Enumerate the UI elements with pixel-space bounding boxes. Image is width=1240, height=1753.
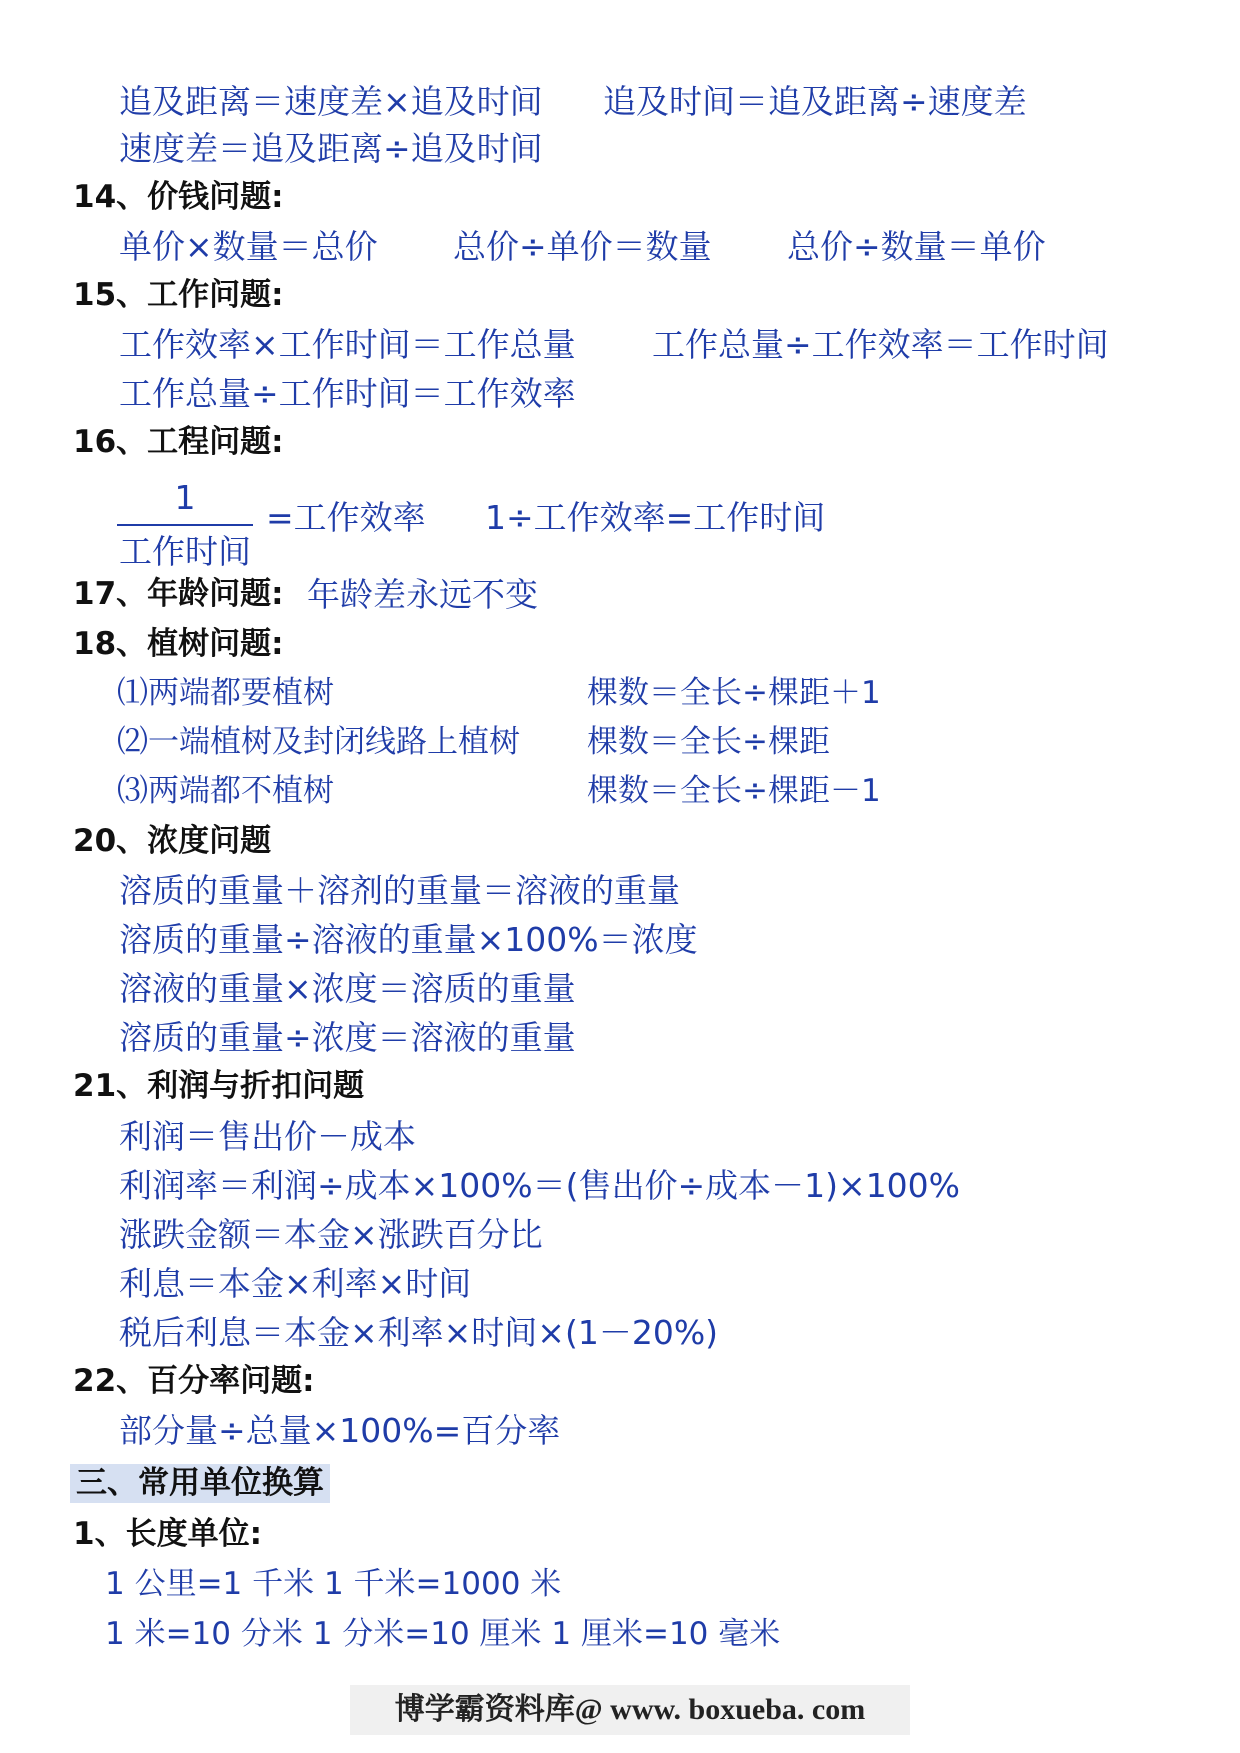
tree-case-1: ⑴两端都要植树 (117, 675, 334, 711)
watermark-footer (350, 1685, 910, 1735)
footer-brand: 博学霸资料库 (394, 1692, 575, 1727)
formula-efficiency: =工作效率 (266, 498, 426, 537)
formula-price-1: 单价×数量＝总价 (119, 227, 378, 266)
section-unit-conversion: 三、常用单位换算 (70, 1464, 330, 1503)
heading-work-problem: 15、工作问题: (73, 277, 284, 313)
heading-concentration-problem: 20、浓度问题 (73, 823, 272, 859)
tree-case-3: ⑶两端都不植树 (117, 773, 334, 809)
length-units-line-2: 1 米=10 分米 1 分米=10 厘米 1 厘米=10 毫米 (105, 1616, 781, 1652)
heading-engineering-problem: 16、工程问题: (73, 424, 284, 460)
tree-case-2: ⑵一端植树及封闭线路上植树 (117, 724, 520, 760)
formula-profit: 利润＝售出价－成本 (119, 1117, 416, 1156)
formula-percentage: 部分量÷总量×100%=百分率 (119, 1411, 561, 1450)
formula-age: 年龄差永远不变 (307, 575, 538, 614)
formula-after-tax-interest: 税后利息＝本金×利率×时间×(1－20%) (119, 1313, 719, 1352)
heading-percentage-problem: 22、百分率问题: (73, 1363, 315, 1399)
formula-concentration-3: 溶液的重量×浓度＝溶质的重量 (119, 969, 576, 1008)
heading-length-units: 1、长度单位: (73, 1516, 262, 1552)
line-price (119, 227, 1119, 270)
formula-chase-distance: 追及距离＝速度差×追及时间 (119, 82, 543, 121)
formula-concentration-4: 溶质的重量÷浓度＝溶液的重量 (119, 1018, 576, 1057)
formula-work-1: 工作效率×工作时间＝工作总量 (119, 325, 576, 364)
formula-concentration-2: 溶质的重量÷溶液的重量×100%＝浓度 (119, 920, 698, 959)
tree-formula-2: 棵数＝全长÷棵距 (587, 724, 830, 760)
formula-price-3: 总价÷数量＝单价 (787, 227, 1046, 266)
heading-tree-problem: 18、植树问题: (73, 626, 284, 662)
fraction-numerator: 1 (174, 478, 196, 517)
line-work (119, 325, 1219, 368)
formula-chase-time: 追及时间＝追及距离÷速度差 (603, 82, 1027, 121)
heading-age-problem: 17、年龄问题: (73, 576, 284, 612)
footer-site: @ www. boxueba. com (574, 1693, 866, 1726)
formula-work-time: 1÷工作效率=工作时间 (485, 498, 826, 537)
formula-work-2: 工作总量÷工作效率＝工作时间 (652, 325, 1109, 364)
formula-price-2: 总价÷单价＝数量 (453, 227, 712, 266)
formula-profit-rate: 利润率＝利润÷成本×100%＝(售出价÷成本－1)×100% (119, 1166, 961, 1205)
length-units-line-1: 1 公里=1 千米 1 千米=1000 米 (105, 1566, 562, 1602)
tree-formula-3: 棵数＝全长÷棵距－1 (587, 773, 881, 809)
formula-interest: 利息＝本金×利率×时间 (119, 1264, 472, 1303)
line-chase-1 (119, 82, 1119, 125)
formula-change-amount: 涨跌金额＝本金×涨跌百分比 (119, 1215, 543, 1254)
heading-profit-discount-problem: 21、利润与折扣问题 (73, 1068, 365, 1104)
fraction-bar (117, 524, 253, 526)
formula-speed-diff: 速度差＝追及距离÷追及时间 (119, 129, 543, 168)
fraction-denominator: 工作时间 (119, 532, 251, 571)
heading-price-problem: 14、价钱问题: (73, 179, 284, 215)
formula-work-3: 工作总量÷工作时间＝工作效率 (119, 374, 576, 413)
fraction-one-over-work-time (117, 478, 253, 570)
tree-formula-1: 棵数＝全长÷棵距＋1 (587, 675, 881, 711)
formula-concentration-1: 溶质的重量＋溶剂的重量＝溶液的重量 (119, 871, 680, 910)
